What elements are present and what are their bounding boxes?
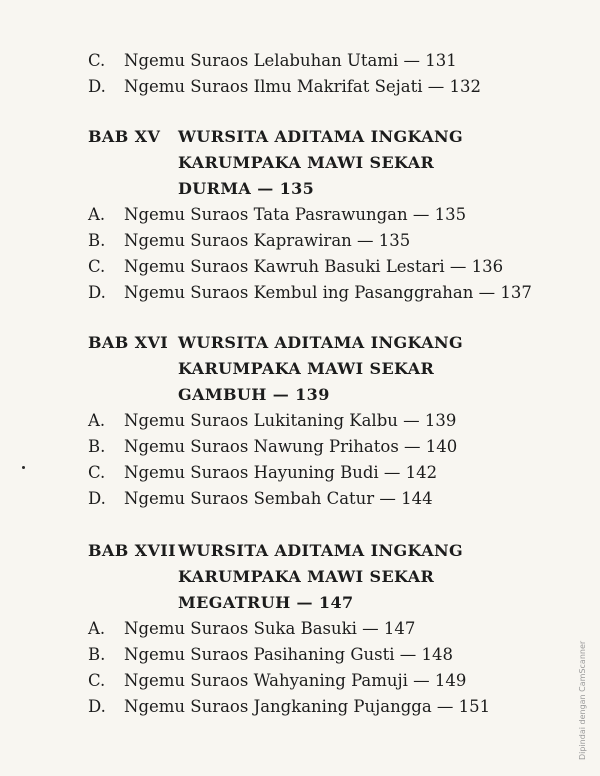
entry-text: Ngemu Suraos Wahyaning Pamuji — 149 [124,671,467,690]
entry-text: Ngemu Suraos Jangkaning Pujangga — 151 [124,697,491,716]
entry-letter: D. [88,77,106,96]
chapter-label: BAB XVI [88,333,169,352]
entry-text: Ngemu Suraos Nawung Prihatos — 140 [124,437,458,456]
entry-letter: C. [88,51,106,70]
chapter-title-line: KARUMPAKA MAWI SEKAR [178,153,435,172]
entry-text: Ngemu Suraos Lelabuhan Utami — 131 [124,51,457,70]
entry-letter: D. [88,697,106,716]
chapter-title-line: WURSITA ADITAMA INGKANG [178,333,464,352]
chapter-label: BAB XVII [88,541,177,560]
entry-letter: B. [88,437,106,456]
entry-text: Ngemu Suraos Tata Pasrawungan — 135 [124,205,467,224]
entry-letter: B. [88,231,106,250]
entry-text: Ngemu Suraos Suka Basuki — 147 [124,619,416,638]
entry-text: Ngemu Suraos Kembul ing Pasanggrahan — 137 [124,283,532,302]
entry-text: Ngemu Suraos Kawruh Basuki Lestari — 136 [124,257,504,276]
entry-letter: D. [88,283,106,302]
scanner-watermark: Dipindai dengan CamScanner [578,640,587,760]
entry-letter: C. [88,257,106,276]
entry-text: Ngemu Suraos Sembah Catur — 144 [124,489,433,508]
chapter-title-line: GAMBUH — 139 [178,385,330,404]
chapter-title-line: WURSITA ADITAMA INGKANG [178,127,464,146]
chapter-label: BAB XV [88,127,161,146]
entry-letter: A. [88,619,106,638]
chapter-title-line: DURMA — 135 [178,179,315,198]
entry-letter: A. [88,205,106,224]
entry-text: Ngemu Suraos Ilmu Makrifat Sejati — 132 [124,77,482,96]
entry-letter: A. [88,411,106,430]
entry-text: Ngemu Suraos Lukitaning Kalbu — 139 [124,411,457,430]
entry-text: Ngemu Suraos Hayuning Budi — 142 [124,463,438,482]
entry-letter: C. [88,671,106,690]
entry-letter: D. [88,489,106,508]
chapter-title-line: KARUMPAKA MAWI SEKAR [178,567,435,586]
entry-text: Ngemu Suraos Kaprawiran — 135 [124,231,411,250]
chapter-title-line: WURSITA ADITAMA INGKANG [178,541,464,560]
chapter-title-line: MEGATRUH — 147 [178,593,354,612]
chapter-title-line: KARUMPAKA MAWI SEKAR [178,359,435,378]
entry-letter: C. [88,463,106,482]
entry-text: Ngemu Suraos Pasihaning Gusti — 148 [124,645,453,664]
entry-letter: B. [88,645,106,664]
scan-speck [22,466,25,469]
